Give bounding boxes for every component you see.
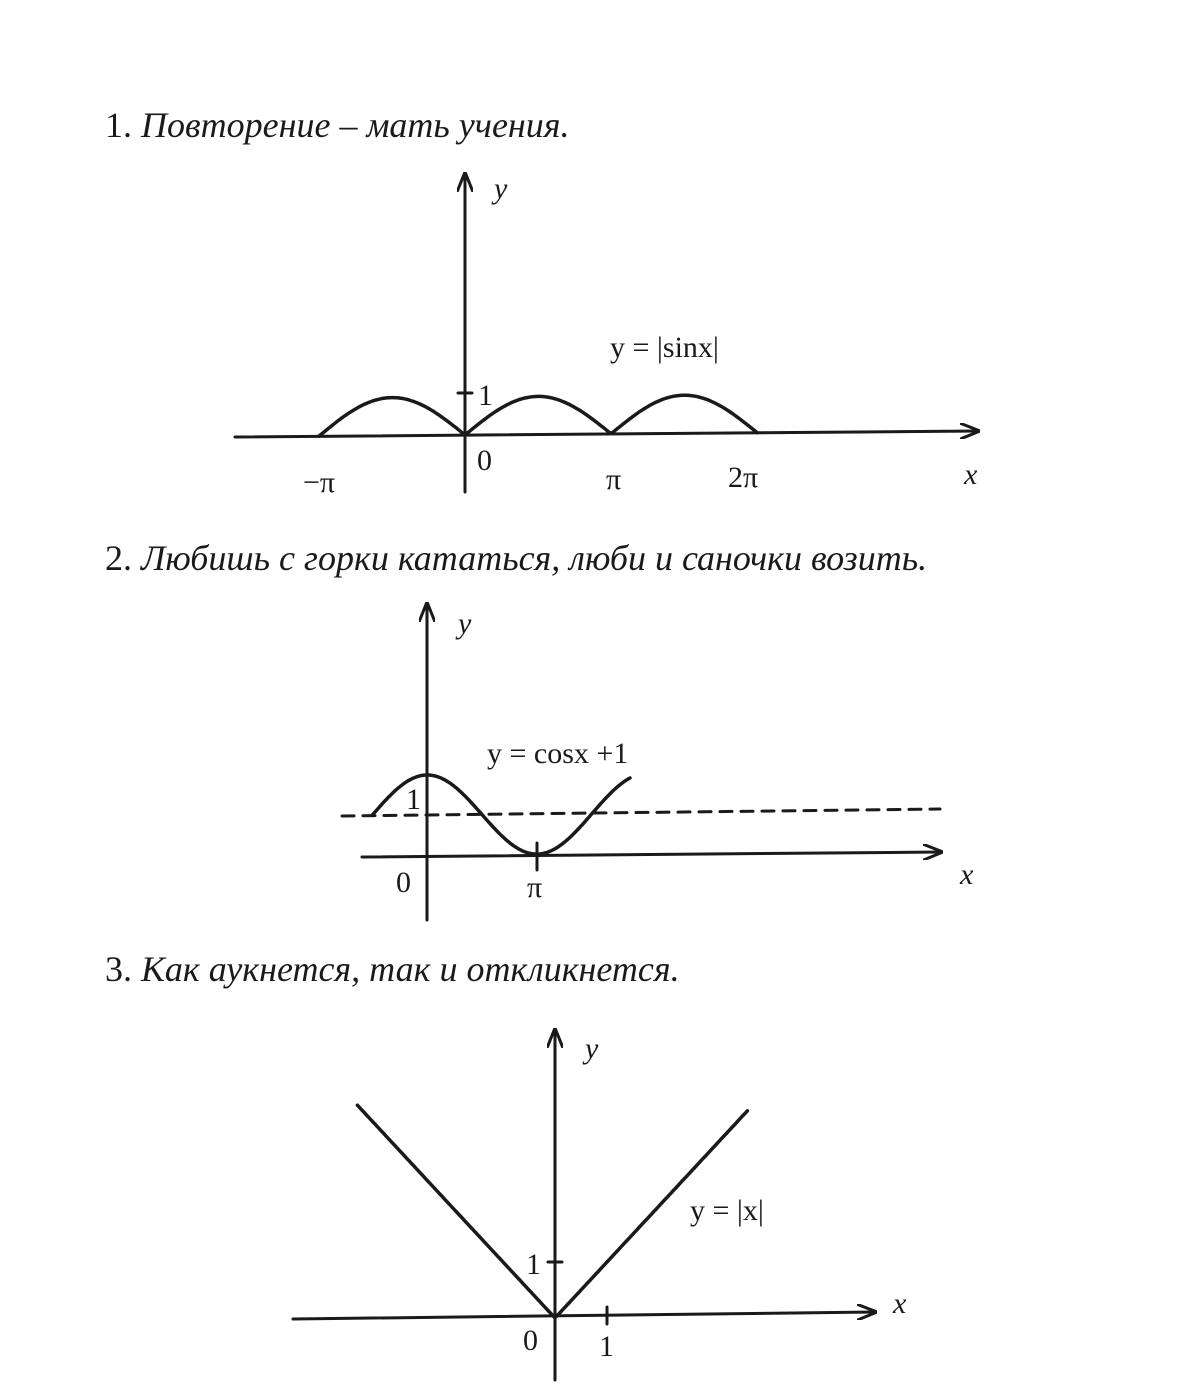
x-axis-label: x	[960, 858, 974, 891]
section-title: Повторение – мать учения.	[141, 105, 570, 145]
graph-cos-plus-1	[342, 604, 974, 920]
curve-abs-x	[357, 1105, 747, 1317]
graph-abs-sin	[235, 172, 978, 499]
x-tick-label: π	[606, 463, 622, 496]
x-tick-label: π	[527, 871, 543, 904]
dashed-line-y1	[342, 809, 940, 816]
x-axis	[362, 852, 941, 857]
formula-label: y = cosx +1	[487, 737, 629, 770]
origin-label: 0	[396, 866, 411, 899]
section-number: 2.	[105, 538, 132, 578]
x-tick-label: 2π	[728, 461, 759, 494]
origin-label: 0	[523, 1324, 538, 1357]
y-axis-label: y	[494, 172, 508, 205]
x-axis-label: x	[964, 458, 978, 491]
origin-label: 0	[477, 444, 492, 477]
section-title: Как аукнется, так и откликнется.	[141, 949, 680, 989]
section-number: 1.	[105, 105, 132, 145]
y-tick-label: 1	[478, 379, 493, 412]
y-axis-label: y	[458, 607, 472, 640]
y-tick-label: 1	[406, 783, 421, 816]
x-axis-label: x	[893, 1287, 907, 1320]
x-axis	[293, 1312, 875, 1319]
y-axis-label: y	[585, 1032, 599, 1065]
y-tick-label: 1	[526, 1248, 541, 1281]
section-title: Любишь с горки кататься, люби и саночки возить.	[141, 538, 928, 578]
formula-label: y = |x|	[690, 1194, 764, 1227]
x-tick-label: 1	[599, 1330, 614, 1363]
section-number: 3.	[105, 949, 132, 989]
curve-abs-sin	[319, 395, 757, 436]
graph-abs-x	[293, 1030, 907, 1380]
formula-label: y = |sinx|	[610, 331, 719, 364]
x-tick-label: −π	[303, 466, 336, 499]
